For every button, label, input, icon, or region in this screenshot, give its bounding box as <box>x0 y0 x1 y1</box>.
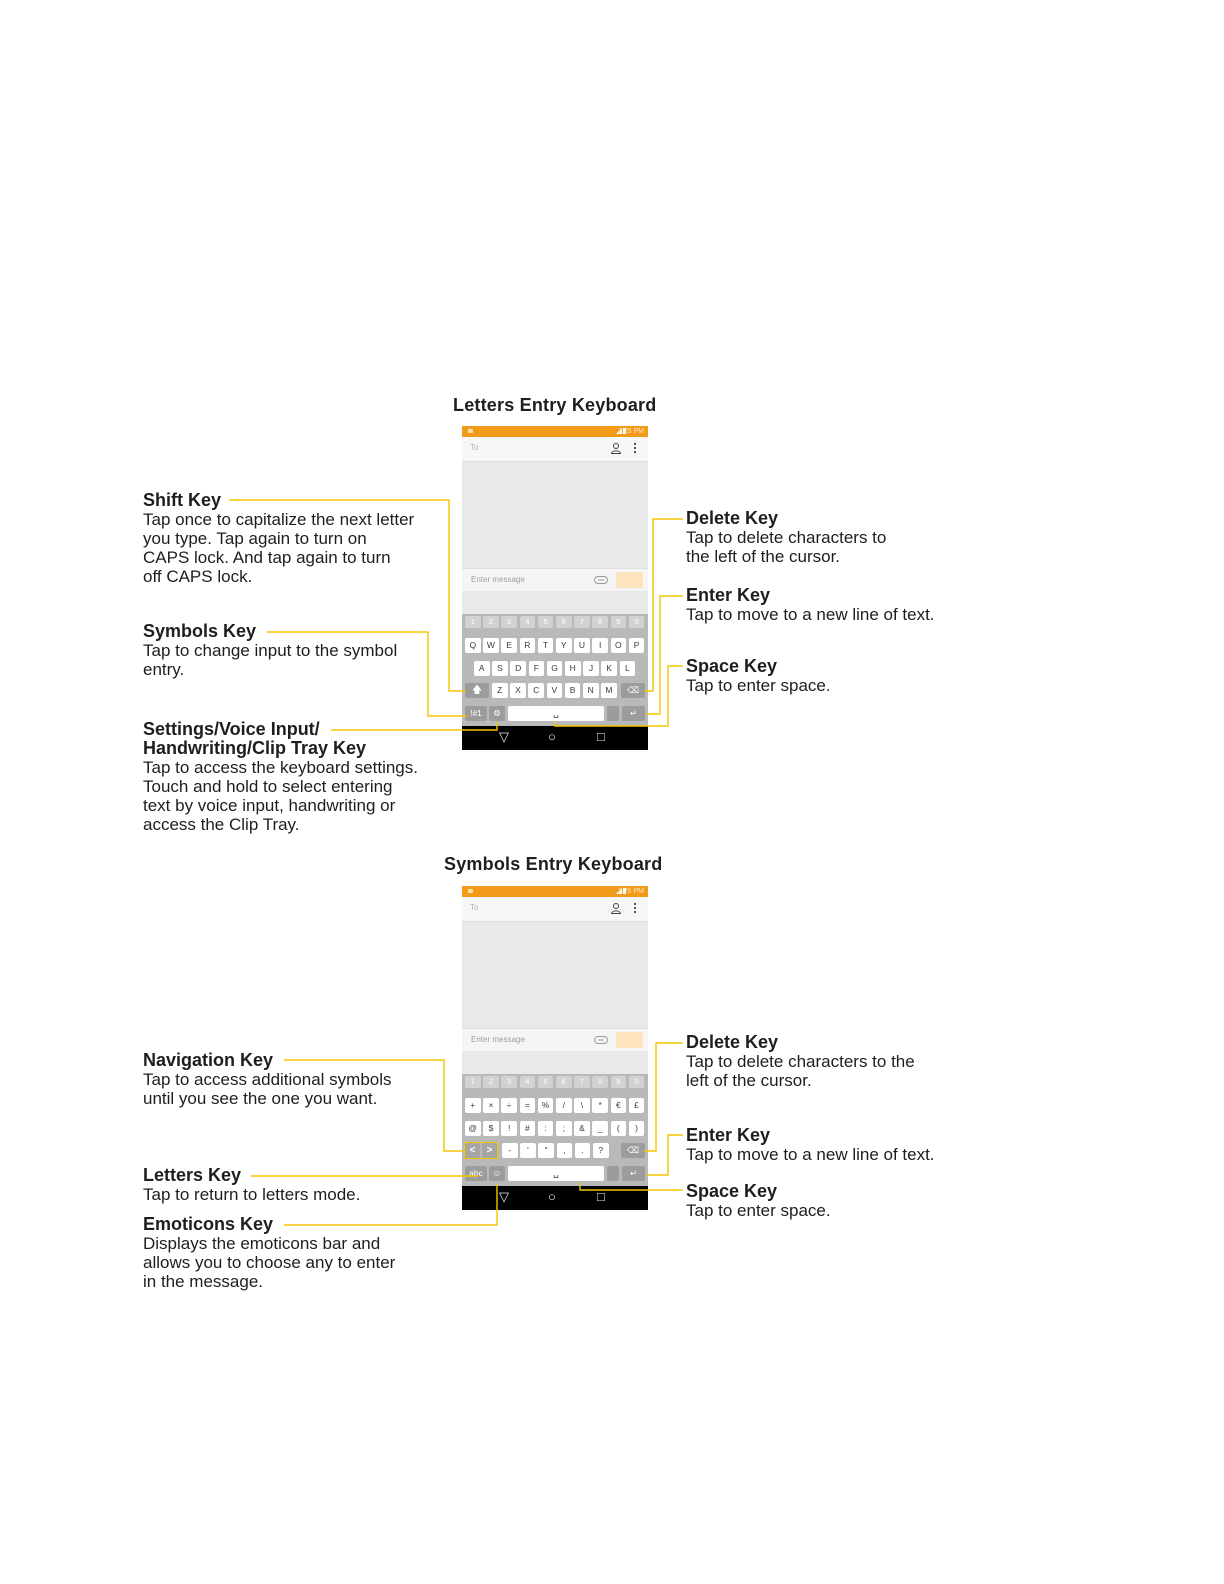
letter-key-3[interactable]: R <box>520 638 536 653</box>
letters-key-callout <box>143 1166 433 1204</box>
navigation-key-highlight <box>464 1142 498 1159</box>
delete-key[interactable] <box>621 1143 645 1158</box>
symbol-key-3[interactable]: = <box>520 1098 536 1113</box>
letter-key-9[interactable]: P <box>629 638 645 653</box>
navigation-bar <box>462 726 648 750</box>
delete-key[interactable] <box>621 683 645 698</box>
status-time: 2:25 PM <box>617 888 644 895</box>
symbols-phone-screenshot <box>462 886 648 1210</box>
callout-title: Space Key <box>686 1181 778 1201</box>
letter-key-5[interactable]: N <box>583 683 599 698</box>
symbol-key-7[interactable]: * <box>592 1098 608 1113</box>
notification-icon <box>468 889 473 893</box>
letter-key-7[interactable]: K <box>601 661 617 676</box>
letter-key-6[interactable]: M <box>601 683 617 698</box>
symbol-key-1[interactable]: ' <box>520 1143 536 1158</box>
symbol-key-5[interactable]: ? <box>593 1143 609 1158</box>
callout-description: Tap to move to a new line of text. <box>686 1145 935 1164</box>
callout-description: Tap to delete characters to the left of the cursor. <box>686 1052 915 1090</box>
emoticons-key-callout <box>143 1215 433 1291</box>
enter-key-callout <box>686 586 986 624</box>
letter-key-2[interactable]: C <box>528 683 544 698</box>
letter-key-7[interactable]: I <box>592 638 608 653</box>
backspace-icon: ⌫ <box>626 685 640 695</box>
number-key-3[interactable]: 4 <box>520 1076 536 1088</box>
number-key-6[interactable]: 7 <box>574 1076 590 1088</box>
symbols-key[interactable]: !#1 <box>465 706 487 721</box>
more-options-icon[interactable] <box>632 441 638 455</box>
letter-key-1[interactable]: X <box>510 683 526 698</box>
number-key-9[interactable]: 0 <box>629 616 645 628</box>
status-time: 2:25 PM <box>617 428 644 435</box>
send-button[interactable] <box>616 572 643 588</box>
number-key-7[interactable]: 8 <box>592 1076 608 1088</box>
settings-key-callout <box>143 720 453 834</box>
symbols-keyboard <box>462 1074 648 1186</box>
space-key[interactable] <box>508 1166 604 1181</box>
status-bar <box>462 886 648 897</box>
home-icon[interactable]: ○ <box>548 729 556 744</box>
symbol-key-2[interactable]: ! <box>501 1121 517 1136</box>
number-key-5[interactable]: 6 <box>556 1076 572 1088</box>
symbols-keyboard-title: Symbols Entry Keyboard <box>444 854 663 874</box>
attach-icon[interactable] <box>594 576 608 584</box>
symbol-key-3[interactable]: # <box>520 1121 536 1136</box>
space-icon: ␣ <box>553 1168 559 1178</box>
space-icon: ␣ <box>553 708 559 718</box>
letter-key-3[interactable]: V <box>547 683 563 698</box>
symbol-key-0[interactable]: @ <box>465 1121 481 1136</box>
callout-title: Enter Key <box>686 1125 771 1145</box>
symbol-key-6[interactable]: \ <box>574 1098 590 1113</box>
symbol-key-1[interactable]: $ <box>483 1121 499 1136</box>
symbol-key-2[interactable]: " <box>538 1143 554 1158</box>
letter-key-2[interactable]: D <box>510 661 526 676</box>
symbol-key-9[interactable]: ) <box>629 1121 645 1136</box>
number-key-2[interactable]: 3 <box>501 1076 517 1088</box>
enter-icon: ↵ <box>629 708 638 718</box>
letter-key-6[interactable]: J <box>583 661 599 676</box>
to-placeholder: To <box>470 903 479 912</box>
letter-key-0[interactable]: Q <box>465 638 481 653</box>
callout-title: Navigation Key <box>143 1050 274 1070</box>
nav-left-key[interactable]: < <box>465 1143 480 1158</box>
shift-icon: 🡅 <box>471 685 483 696</box>
period-key[interactable] <box>607 706 619 721</box>
notification-icon <box>468 429 473 433</box>
number-key-3[interactable]: 4 <box>520 616 536 628</box>
symbols-key-callout <box>143 622 433 679</box>
callout-title: Settings/Voice Input/ Handwriting/Clip Tray Key <box>143 719 367 758</box>
letters-keyboard-title: Letters Entry Keyboard <box>453 395 657 415</box>
period-key[interactable] <box>607 1166 619 1181</box>
number-key-1[interactable]: 2 <box>483 616 499 628</box>
callout-description: Tap to enter space. <box>686 676 831 695</box>
delete-key-callout <box>686 509 976 566</box>
attach-icon[interactable] <box>594 1036 608 1044</box>
number-key-5[interactable]: 6 <box>556 616 572 628</box>
letter-key-4[interactable]: G <box>547 661 563 676</box>
space-key-callout <box>686 1182 976 1220</box>
symbol-key-8[interactable]: ( <box>611 1121 627 1136</box>
number-key-0[interactable]: 1 <box>465 616 481 628</box>
message-placeholder: Enter message <box>471 1035 525 1044</box>
callout-description: Tap once to capitalize the next letter you type. Tap again to turn on CAPS lock. And tap again to turn off CAPS lock. <box>143 510 415 586</box>
delete2-leader-line <box>644 1043 683 1151</box>
number-key-0[interactable]: 1 <box>465 1076 481 1088</box>
enter-key[interactable] <box>622 1166 645 1181</box>
symbol-key-9[interactable]: £ <box>629 1098 645 1113</box>
delete-key-callout <box>686 1033 976 1090</box>
more-options-icon[interactable] <box>632 901 638 915</box>
symbol-key-8[interactable]: € <box>611 1098 627 1113</box>
number-key-6[interactable]: 7 <box>574 616 590 628</box>
space-key[interactable] <box>508 706 604 721</box>
number-key-2[interactable]: 3 <box>501 616 517 628</box>
symbol-key-0[interactable]: + <box>465 1098 481 1113</box>
symbol-key-2[interactable]: ÷ <box>501 1098 517 1113</box>
symbol-key-4[interactable]: . <box>575 1143 591 1158</box>
callout-description: Tap to access additional symbols until you see the one you want. <box>143 1070 392 1108</box>
callout-title: Letters Key <box>143 1165 242 1185</box>
emoticons-key[interactable] <box>489 1166 505 1181</box>
symbol-key-3[interactable]: , <box>557 1143 573 1158</box>
enter-icon: ↵ <box>629 1168 638 1178</box>
number-key-4[interactable]: 5 <box>538 616 554 628</box>
conversation-area <box>462 462 648 568</box>
callout-title: Symbols Key <box>143 621 257 641</box>
letter-key-0[interactable]: Z <box>492 683 508 698</box>
back-icon[interactable]: ▽ <box>499 729 509 744</box>
navigation-key-callout <box>143 1051 433 1108</box>
number-key-9[interactable]: 0 <box>629 1076 645 1088</box>
symbol-key-6[interactable]: & <box>574 1121 590 1136</box>
letter-key-4[interactable]: T <box>538 638 554 653</box>
callout-description: Displays the emoticons bar and allows you to choose any to enter in the message. <box>143 1234 396 1291</box>
letter-key-5[interactable]: H <box>565 661 581 676</box>
number-key-8[interactable]: 9 <box>611 616 627 628</box>
recents-icon[interactable]: □ <box>597 1189 605 1204</box>
recents-icon[interactable]: □ <box>597 729 605 744</box>
enter2-leader-line <box>646 1135 683 1175</box>
symbol-key-1[interactable]: × <box>483 1098 499 1113</box>
callout-description: Tap to delete characters to the left of the cursor. <box>686 528 887 566</box>
number-key-7[interactable]: 8 <box>592 616 608 628</box>
callout-title: Delete Key <box>686 508 779 528</box>
nav-right-key[interactable]: > <box>482 1143 497 1158</box>
emoticon-icon: ☺ <box>492 1168 502 1178</box>
letter-key-6[interactable]: U <box>574 638 590 653</box>
letter-key-1[interactable]: S <box>492 661 508 676</box>
contact-icon[interactable] <box>610 442 622 454</box>
settings-key[interactable] <box>489 706 505 721</box>
letter-key-3[interactable]: F <box>529 661 545 676</box>
callout-title: Emoticons Key <box>143 1214 274 1234</box>
status-bar <box>462 426 648 437</box>
callout-description: Tap to return to letters mode. <box>143 1185 361 1204</box>
message-bar[interactable] <box>462 568 648 591</box>
letter-key-2[interactable]: E <box>501 638 517 653</box>
letter-key-5[interactable]: Y <box>556 638 572 653</box>
callout-title: Enter Key <box>686 585 771 605</box>
letter-key-4[interactable]: B <box>565 683 581 698</box>
callout-title: Shift Key <box>143 490 222 510</box>
settings-icon: ⚙ <box>493 708 501 718</box>
backspace-icon: ⌫ <box>626 1145 640 1155</box>
callout-description: Tap to move to a new line of text. <box>686 605 935 624</box>
letter-key-8[interactable]: O <box>611 638 627 653</box>
shift-key-callout <box>143 491 443 586</box>
callout-description: Tap to change input to the symbol entry. <box>143 641 398 679</box>
enter-key-callout <box>686 1126 986 1164</box>
to-placeholder: To <box>470 443 479 452</box>
to-field[interactable] <box>462 897 648 922</box>
letter-key-0[interactable]: A <box>474 661 490 676</box>
symbol-key-4[interactable]: : <box>538 1121 554 1136</box>
shift-key[interactable] <box>465 683 489 698</box>
send-button[interactable] <box>616 1032 643 1048</box>
back-icon[interactable]: ▽ <box>499 1189 509 1204</box>
contact-icon[interactable] <box>610 902 622 914</box>
letter-key-8[interactable]: L <box>620 661 636 676</box>
navigation-bar <box>462 1186 648 1210</box>
letters-key[interactable]: abc <box>465 1166 487 1181</box>
to-field[interactable] <box>462 437 648 462</box>
home-icon[interactable]: ○ <box>548 1189 556 1204</box>
callout-description: Tap to access the keyboard settings. Touch and hold to select entering text by voice input, handwriting or access the Clip Tray. <box>143 758 418 834</box>
letters-keyboard <box>462 614 648 726</box>
symbol-key-7[interactable]: _ <box>592 1121 608 1136</box>
enter-leader-line <box>646 596 683 714</box>
delete-leader-line <box>644 519 683 691</box>
symbol-key-5[interactable]: / <box>556 1098 572 1113</box>
callout-title: Delete Key <box>686 1032 779 1052</box>
callout-description: Tap to enter space. <box>686 1201 831 1220</box>
letter-key-1[interactable]: W <box>483 638 499 653</box>
letters-phone-screenshot <box>462 426 648 750</box>
symbol-key-0[interactable]: - <box>502 1143 518 1158</box>
number-key-8[interactable]: 9 <box>611 1076 627 1088</box>
enter-key[interactable] <box>622 706 645 721</box>
symbol-key-5[interactable]: ; <box>556 1121 572 1136</box>
message-bar[interactable] <box>462 1028 648 1051</box>
space-key-callout <box>686 657 976 695</box>
conversation-area <box>462 922 648 1028</box>
callout-title: Space Key <box>686 656 778 676</box>
symbol-key-4[interactable]: % <box>538 1098 554 1113</box>
message-placeholder: Enter message <box>471 575 525 584</box>
number-key-1[interactable]: 2 <box>483 1076 499 1088</box>
number-key-4[interactable]: 5 <box>538 1076 554 1088</box>
